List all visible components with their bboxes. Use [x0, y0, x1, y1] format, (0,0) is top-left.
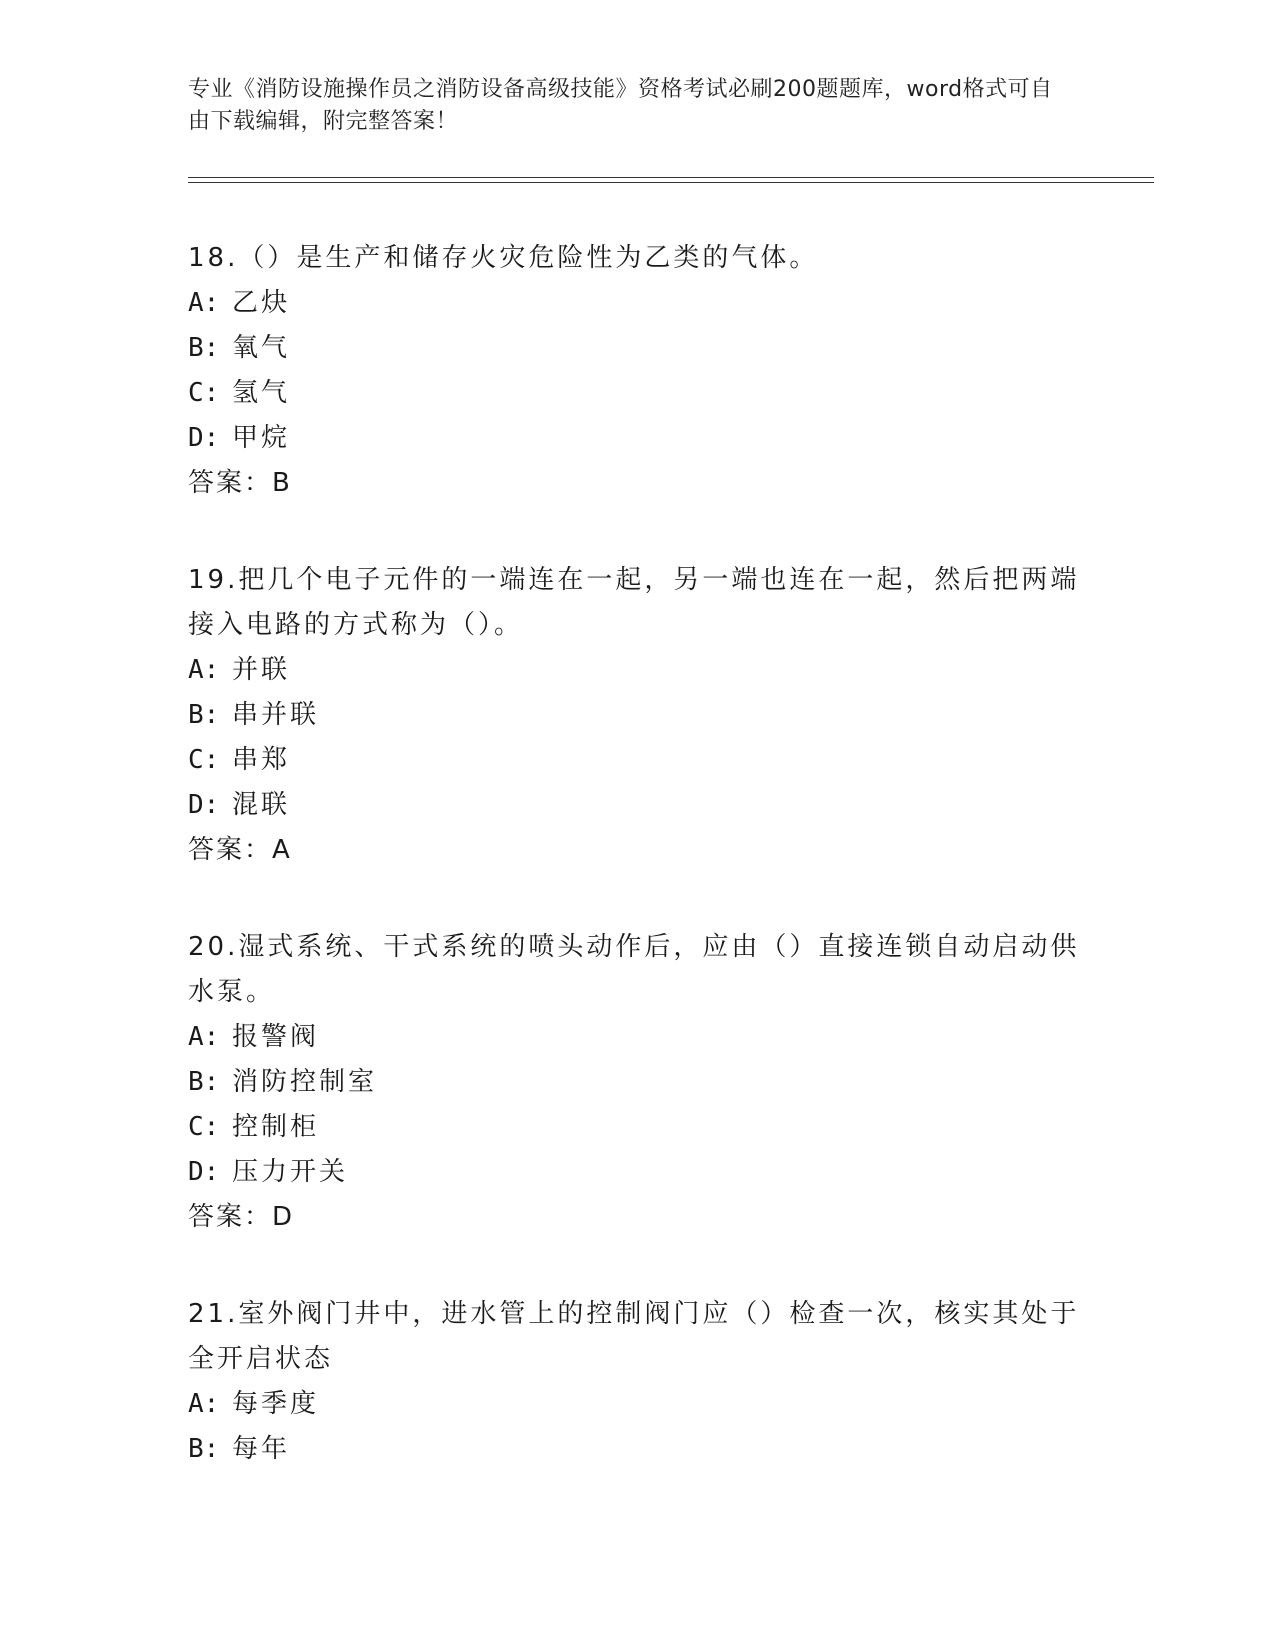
answer-value: B — [272, 468, 291, 498]
option-letter: D: — [188, 1157, 220, 1187]
option-b — [188, 693, 1088, 738]
option-d — [188, 416, 1088, 461]
option-c — [188, 738, 1088, 783]
option-text: 并联 — [232, 655, 291, 685]
option-text: 串郑 — [232, 745, 291, 775]
option-d — [188, 783, 1088, 828]
question-20 — [188, 925, 1088, 1240]
option-text: 氢气 — [232, 378, 291, 408]
option-letter: B: — [188, 333, 220, 363]
option-text: 每年 — [232, 1434, 291, 1464]
option-letter: B: — [188, 700, 220, 730]
option-letter: C: — [188, 1112, 220, 1142]
option-letter: B: — [188, 1067, 220, 1097]
option-text: 每季度 — [232, 1389, 320, 1419]
answer-label: 答案： — [188, 835, 273, 865]
header-divider-bottom — [188, 182, 1154, 183]
question-19 — [188, 558, 1088, 873]
option-a — [188, 281, 1088, 326]
answer-line — [188, 461, 1088, 506]
question-list — [188, 236, 1088, 1524]
answer-line — [188, 828, 1088, 873]
document-header: 专业《消防设施操作员之消防设备高级技能》资格考试必刷200题题库，word格式可自由下载编辑，附完整答案！ — [188, 77, 1053, 134]
header-divider-top — [188, 177, 1154, 178]
option-a — [188, 648, 1088, 693]
option-a — [188, 1015, 1088, 1060]
option-text: 乙炔 — [232, 288, 291, 318]
question-text: 21.室外阀门井中，进水管上的控制阀门应（）检查一次，核实其处于全开启状态 — [188, 1299, 1080, 1374]
answer-value: D — [272, 1202, 294, 1232]
option-text: 控制柜 — [232, 1112, 320, 1142]
answer-label: 答案： — [188, 1202, 273, 1232]
option-text: 氧气 — [232, 333, 291, 363]
option-b — [188, 1060, 1088, 1105]
option-text: 甲烷 — [232, 423, 291, 453]
option-letter: C: — [188, 378, 220, 408]
answer-label: 答案： — [188, 468, 273, 498]
option-c — [188, 371, 1088, 416]
option-letter: A: — [188, 655, 220, 685]
question-21 — [188, 1292, 1088, 1472]
option-c — [188, 1105, 1088, 1150]
question-text: 18.（）是生产和储存火灾危险性为乙类的气体。 — [188, 243, 819, 273]
option-letter: B: — [188, 1434, 220, 1464]
option-letter: C: — [188, 745, 220, 775]
option-letter: D: — [188, 790, 220, 820]
answer-value: A — [272, 835, 291, 865]
option-letter: D: — [188, 423, 220, 453]
answer-line — [188, 1195, 1088, 1240]
option-text: 混联 — [232, 790, 291, 820]
option-b — [188, 326, 1088, 371]
option-a — [188, 1382, 1088, 1427]
option-d — [188, 1150, 1088, 1195]
question-text: 19.把几个电子元件的一端连在一起，另一端也连在一起，然后把两端接入电路的方式称为（）。 — [188, 565, 1080, 640]
option-text: 报警阀 — [232, 1022, 320, 1052]
option-text: 压力开关 — [232, 1157, 349, 1187]
question-text: 20.湿式系统、干式系统的喷头动作后，应由（）直接连锁自动启动供水泵。 — [188, 932, 1080, 1007]
option-letter: A: — [188, 1022, 220, 1052]
option-b — [188, 1427, 1088, 1472]
option-text: 消防控制室 — [232, 1067, 378, 1097]
question-18 — [188, 236, 1088, 506]
option-letter: A: — [188, 1389, 220, 1419]
option-letter: A: — [188, 288, 220, 318]
option-text: 串并联 — [232, 700, 320, 730]
